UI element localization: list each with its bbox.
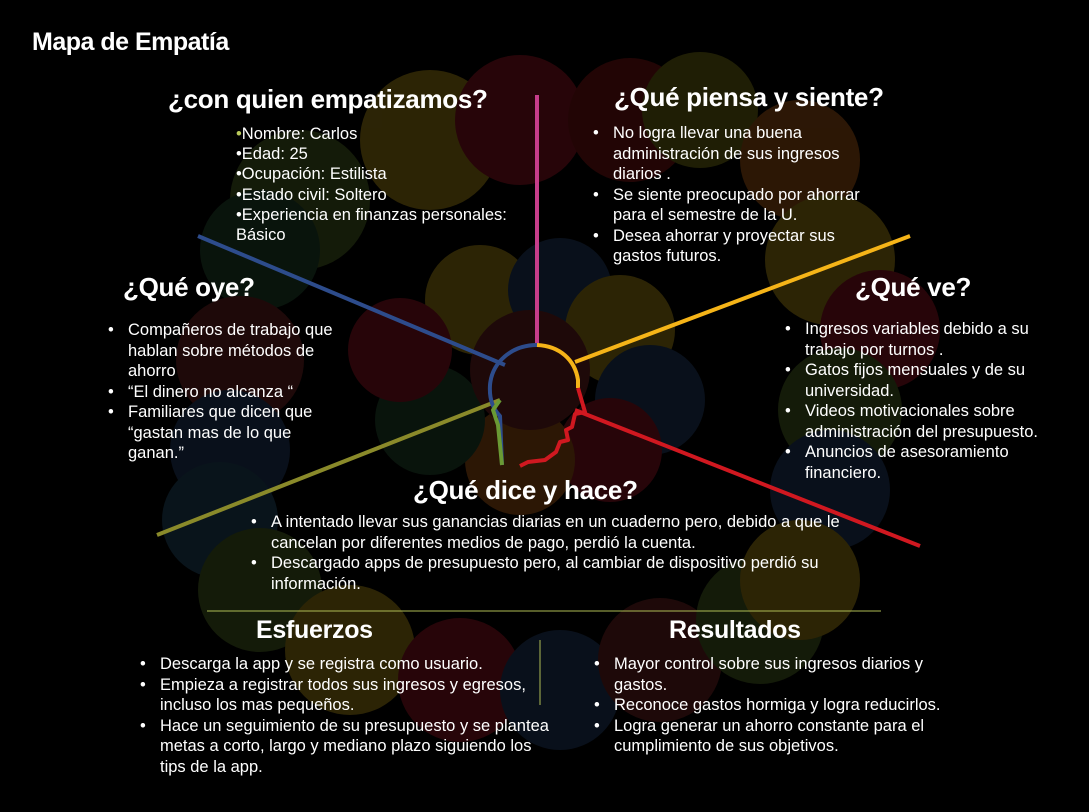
list-item: • Familiares que dicen que “gastan mas de lo que ganan.” <box>128 402 338 464</box>
persona-occupation: •Ocupación: Estilista <box>236 165 387 184</box>
heading-con-quien: ¿con quien empatizamos? <box>168 84 488 114</box>
list-esfuerzos <box>138 654 550 777</box>
list-item: • Mayor control sobre sus ingresos diarios y gastos. <box>614 654 974 695</box>
list-item: • Se siente preocupado por ahorrar para el semestre de la U. <box>613 185 883 226</box>
list-item: • A intentado llevar sus ganancias diarias en un cuaderno pero, debido a que le cancelan por diferentes medios de pago, perdió la cuenta. <box>271 512 861 553</box>
list-item: • Reconoce gastos hormiga y logra reducirlos. <box>614 695 974 716</box>
persona-age: •Edad: 25 <box>236 145 308 164</box>
list-item: • Anuncios de asesoramiento financiero. <box>805 442 1080 483</box>
persona-details <box>236 124 536 245</box>
list-resultados <box>592 654 974 757</box>
list-item: • No logra llevar una buena administración de sus ingresos diarios . <box>613 123 883 185</box>
persona-name: •Nombre: Carlos <box>236 125 358 143</box>
list-piensa-siente <box>591 123 883 267</box>
list-que-ve <box>783 319 1080 483</box>
list-item: • Descarga la app y se registra como usuario. <box>160 654 550 675</box>
heading-que-oye: ¿Qué oye? <box>123 272 255 302</box>
heading-dice-hace: ¿Qué dice y hace? <box>413 475 638 505</box>
list-item: • Gatos fijos mensuales y de su universidad. <box>805 360 1080 401</box>
persona-civil-status: •Estado civil: Soltero <box>236 185 387 204</box>
heading-resultados: Resultados <box>669 616 801 644</box>
list-item: • Ingresos variables debido a su trabajo por turnos . <box>805 319 1080 360</box>
list-item: • “El dinero no alcanza “ <box>128 382 338 403</box>
persona-finance-experience: •Experiencia en finanzas personales: Básico <box>236 205 507 245</box>
list-que-oye <box>106 320 338 464</box>
list-item: • Logra generar un ahorro constante para el cumplimiento de sus objetivos. <box>614 716 974 757</box>
heading-esfuerzos: Esfuerzos <box>256 616 373 644</box>
list-dice-hace <box>249 512 861 594</box>
list-item: • Empieza a registrar todos sus ingresos y egresos, incluso los mas pequeños. <box>160 675 550 716</box>
list-item: • Hace un seguimiento de su presupuesto y se plantea metas a corto, largo y mediano plazo siguiendo los tips de la app. <box>160 716 550 778</box>
heading-piensa-siente: ¿Qué piensa y siente? <box>614 82 884 112</box>
list-item: • Videos motivacionales sobre administración del presupuesto. <box>805 401 1080 442</box>
heading-que-ve: ¿Qué ve? <box>855 272 972 302</box>
list-item: • Descargado apps de presupuesto pero, al cambiar de dispositivo perdió su información. <box>271 553 861 594</box>
list-item: • Compañeros de trabajo que hablan sobre métodos de ahorro <box>128 320 338 382</box>
list-item: • Desea ahorrar y proyectar sus gastos futuros. <box>613 226 883 267</box>
page-title: Mapa de Empatía <box>32 28 229 56</box>
